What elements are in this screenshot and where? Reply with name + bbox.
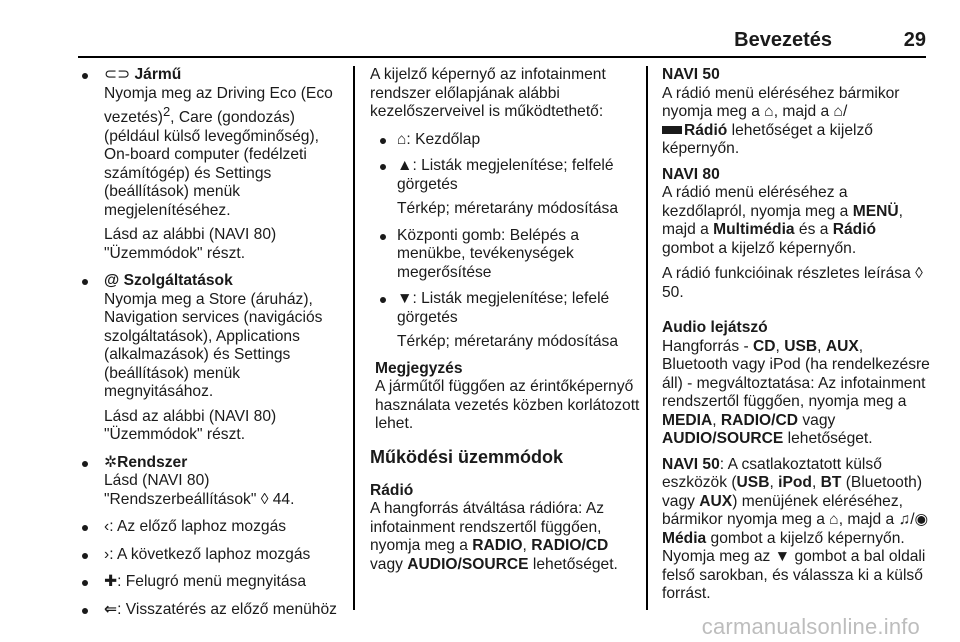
text-part: lehetőséget. <box>783 430 873 447</box>
navi50-label: NAVI 50 <box>662 455 720 473</box>
text-part: lehetőséget a kijelző képernyőn. <box>662 121 873 157</box>
list-item-next-page <box>78 546 348 565</box>
note-text: A járműtől függően az érintőképernyő használata vezetés közben korlátozott lehet. <box>375 378 640 432</box>
block-text <box>662 85 930 159</box>
note-title: Megjegyzés <box>375 359 463 377</box>
item-subtext: Térkép; méretarány módosítása <box>397 200 619 217</box>
back-arrow-icon: ⇐ <box>104 600 118 618</box>
item-text <box>104 573 348 592</box>
list-item-home <box>370 131 640 150</box>
item-text <box>104 85 348 221</box>
text-part: Hangforrás - <box>662 337 753 355</box>
item-heading <box>104 66 348 85</box>
item-text <box>104 518 348 537</box>
item-text-part: : Listák megjelenítése; felfelé görgetés <box>397 157 614 193</box>
column-1 <box>78 66 348 642</box>
radio-paragraph <box>370 500 640 574</box>
chevron-left-icon: ‹ <box>104 518 110 536</box>
text-part: , Bluetooth vagy iPod (ha rendelkezésre áll) - megváltoztatása: Az infotainment rendszertől függően, nyomja meg a <box>662 337 930 410</box>
button-name-media: MEDIA <box>662 411 713 429</box>
text-part: , <box>775 337 785 355</box>
car-icon: ⊂⊃ <box>104 66 131 83</box>
bullet-dot <box>82 73 88 79</box>
bullet-dot <box>82 608 88 614</box>
text-part: gombot a kijelző képernyőn. <box>662 239 857 257</box>
column-divider-2 <box>646 66 648 610</box>
text-part: , <box>769 474 779 491</box>
page-header <box>0 0 960 52</box>
item-subtext: Lásd az alábbi (NAVI 80) "Üzemmódok" részt. <box>104 407 277 444</box>
page-title: Bevezetés <box>734 29 832 51</box>
navi80-block <box>662 166 930 259</box>
radio-bar-icon <box>662 124 684 136</box>
source-cd: CD <box>753 337 776 355</box>
button-name-audio-source: AUDIO/SOURCE <box>407 555 529 573</box>
text-part: gombot a kijelző képernyőn. Nyomja meg az <box>662 529 905 565</box>
list-item-vehicle <box>78 66 348 263</box>
down-triangle-icon: ▼ <box>397 290 413 307</box>
item-text <box>104 601 348 620</box>
bullet-dot <box>380 164 386 170</box>
plus-icon: ✚ <box>104 573 118 591</box>
bullet-dot <box>82 525 88 531</box>
item-heading <box>104 272 348 291</box>
text-part: vagy <box>798 411 836 429</box>
list-item-popup-menu <box>78 573 348 592</box>
text-part: / <box>910 511 915 528</box>
text-part: / <box>842 103 848 120</box>
block-heading: NAVI 80 <box>662 165 720 183</box>
note-box <box>375 360 640 434</box>
item-subtext: Térkép; méretarány módosítása <box>397 333 619 350</box>
item-text-part: Nyomja meg az Driving Eco (Eco vezetés) <box>104 84 333 127</box>
home-icon: ⌂ <box>829 511 839 528</box>
up-triangle-icon: ▲ <box>397 157 413 174</box>
button-name-radio-cd: RADIO/CD <box>531 537 609 554</box>
text-part: , <box>817 337 826 355</box>
bullet-dot <box>82 279 88 285</box>
text-part: , majd a <box>838 511 899 528</box>
subsection-heading: Rádió <box>370 481 414 499</box>
item-text-part: : Kezdőlap <box>406 130 481 148</box>
item-title: Szolgáltatások <box>123 272 233 290</box>
button-name-audio-source: AUDIO/SOURCE <box>662 430 784 447</box>
spacer <box>662 309 930 319</box>
item-text-part: : Az előző laphoz mozgás <box>109 518 287 536</box>
radio-icon: ⌂ <box>833 103 843 120</box>
button-name-radio-cd: RADIO/CD <box>720 411 799 429</box>
text-part: , majd a <box>773 103 834 120</box>
option-name-media: Média <box>662 529 707 547</box>
list-item-scroll-up <box>370 157 640 219</box>
source-bt: BT <box>820 474 842 491</box>
watermark: carmanualsonline.info <box>701 613 920 639</box>
external-devices-paragraph <box>662 456 930 604</box>
text-part: , <box>522 537 532 554</box>
item-text-part: : Felugró menü megnyitása <box>117 573 307 591</box>
text-part: vagy <box>370 555 408 573</box>
bullet-dot <box>380 297 386 303</box>
block-heading: NAVI 50 <box>662 66 720 83</box>
home-icon: ⌂ <box>397 130 407 148</box>
text-part: (Bluetooth) vagy <box>662 474 923 510</box>
text-part: , <box>712 411 721 429</box>
at-icon: @ <box>104 272 120 290</box>
button-name-radio: RADIO <box>472 537 523 554</box>
text-part: A rádió menü eléréséhez a kezdőlapról, nyomja meg a <box>662 184 853 220</box>
item-title: Rendszer <box>117 453 188 471</box>
list-item-back <box>78 601 348 620</box>
list-item-center-button <box>370 227 640 283</box>
text-part: : A csatlakoztatott külső eszközök ( <box>662 455 882 491</box>
bullet-dot <box>380 138 386 144</box>
source-usb: USB <box>736 474 770 491</box>
column-2 <box>370 66 640 642</box>
text-part: , <box>811 474 821 491</box>
list-item-prev-page <box>78 518 348 537</box>
source-usb: USB <box>784 337 818 355</box>
gear-icon: ✲ <box>104 453 118 471</box>
item-text <box>397 157 640 194</box>
page-number: 29 <box>903 29 926 51</box>
bullet-dot <box>380 234 386 240</box>
item-text <box>397 290 640 327</box>
item-text: Nyomja meg a Store (áruház), Navigation services (navigációs szolgáltatások), Applications (alkalmazások) és Settings (beállítások) menük megnyitásához. <box>104 290 323 401</box>
list-item-system <box>78 454 348 510</box>
down-triangle-icon: ▼ <box>774 548 791 565</box>
text-part: és a <box>794 221 833 238</box>
navi50-block <box>662 66 930 159</box>
chevron-right-icon: › <box>104 545 110 563</box>
column-3 <box>662 66 930 642</box>
media-icon: ◉ <box>914 511 929 528</box>
item-text: Központi gomb: Belépés a menükbe, tevékenységek megerősítése <box>397 226 580 281</box>
block-text <box>662 338 930 449</box>
text-part: ) menüjének eléréséhez, bármikor nyomja meg a <box>662 492 903 528</box>
bullet-dot <box>82 553 88 559</box>
source-aux: AUX <box>699 492 733 510</box>
item-text <box>104 546 348 565</box>
text-part: lehetőséget. <box>528 555 618 573</box>
source-aux: AUX <box>825 337 859 355</box>
item-text: Lásd (NAVI 80) "Rendszerbeállítások" ◊ 44. <box>104 472 295 508</box>
item-text-part: : Visszatérés az előző menühöz <box>117 600 337 618</box>
item-subtext: Lásd az alábbi (NAVI 80) "Üzemmódok" részt. <box>104 226 277 262</box>
option-name-radio: Rádió <box>832 221 877 238</box>
music-note-icon: ♫ <box>898 511 911 528</box>
text-part: , majd a <box>662 202 903 238</box>
list-item-services <box>78 272 348 445</box>
section-heading: Működési üzemmódok <box>370 446 564 467</box>
block-text <box>662 184 930 258</box>
item-text <box>397 131 640 150</box>
source-ipod: iPod <box>778 474 812 491</box>
bullet-dot <box>82 461 88 467</box>
audio-block <box>662 319 930 449</box>
item-title: Jármű <box>134 66 182 83</box>
footnote-ref: 2 <box>162 104 171 119</box>
option-name-menu: MENÜ <box>852 202 899 220</box>
option-name-multimedia: Multimédia <box>713 221 795 238</box>
reference-paragraph: A rádió funkcióinak részletes leírása ◊ 50. <box>662 265 923 301</box>
text-part: A hangforrás átváltása rádióra: Az infotainment rendszertől függően, nyomja meg a <box>370 500 605 554</box>
intro-paragraph: A kijelző képernyő az infotainment rendszer előlapjának alábbi kezelőszerveivel is működtethető: <box>370 66 606 120</box>
item-text-part: : A következő laphoz mozgás <box>109 545 311 563</box>
item-text-part: , Care (gondozás) (például külső levegőminőség), On-board computer (fedélzeti számítógép) és Settings (beállítások) menük megjelenítéséhez. <box>104 109 319 219</box>
list-item-scroll-down <box>370 290 640 352</box>
block-heading: Audio lejátszó <box>662 319 768 336</box>
text-part: gombot a bal oldali felső sarokban, és válassza ki a külső forrást. <box>662 548 926 602</box>
column-divider-1 <box>353 66 355 610</box>
home-icon: ⌂ <box>764 103 774 120</box>
bullet-dot <box>82 580 88 586</box>
option-name-radio: Rádió <box>684 121 728 139</box>
item-text-part: : Listák megjelenítése; lefelé görgetés <box>397 290 610 326</box>
text-part: A rádió menü eléréséhez bármikor nyomja meg a <box>662 84 900 120</box>
item-heading <box>104 454 348 473</box>
header-divider <box>78 56 926 58</box>
